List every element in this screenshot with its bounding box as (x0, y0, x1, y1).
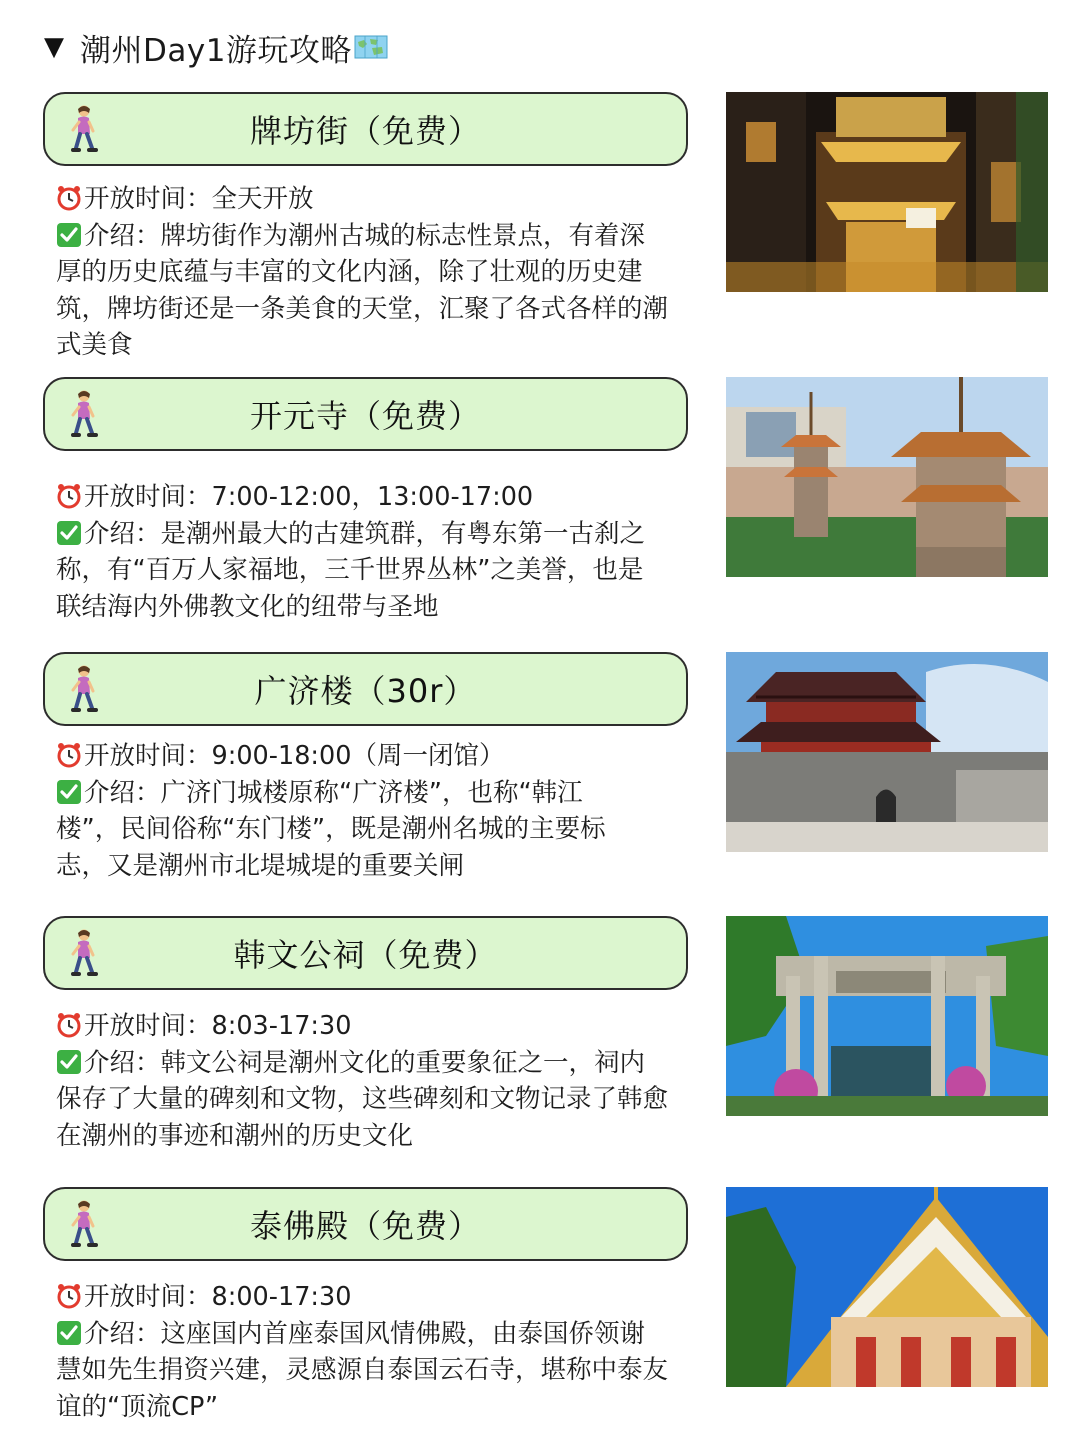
spot-title-pill[interactable] (43, 916, 688, 990)
intro-text-line: 厚的历史底蕴与丰富的文化内涵，除了壮观的历史建 (56, 257, 643, 287)
alarm-clock-icon (56, 483, 82, 509)
intro-text-line: 在潮州的事迹和潮州的历史文化 (56, 1120, 414, 1151)
spot-title-pill[interactable] (43, 92, 688, 166)
person-walking-icon (67, 1199, 101, 1251)
hours-line: 开放时间：8:03-17:30 (56, 1008, 692, 1045)
intro-text-line: 筑，牌坊街还是一条美食的天堂，汇聚了各式各样的潮 (56, 293, 669, 324)
hours-value: 7:00-12:00，13:00-17:00 (211, 482, 534, 512)
person-walking-icon (67, 664, 101, 716)
intro-text-line: 志，又是潮州市北堤城堤的重要关闸 (56, 850, 465, 881)
spot-info (56, 1008, 692, 1154)
intro-text-line: 慧如先生捐资兴建，灵感源自泰国云石寺，堪称中泰友 (56, 1355, 669, 1385)
paifang-street-night-photo (726, 92, 1048, 292)
hours-value: 8:03-17:30 (211, 1011, 352, 1041)
hours-value: 全天开放 (211, 184, 314, 214)
spot-name: 牌坊街（免费） (249, 112, 481, 150)
world-map-icon (354, 34, 388, 60)
spot-title-pill[interactable] (43, 1187, 688, 1261)
collapse-triangle-icon[interactable]: ▼ (44, 32, 64, 62)
check-mark-icon (56, 1049, 82, 1075)
spot-title-pill[interactable] (43, 377, 688, 451)
kaiyuan-temple-pagodas-photo (726, 377, 1048, 577)
hours-line: 开放时间：9:00-18:00（周一闭馆） (56, 738, 692, 775)
intro-line: 介绍：广济门城楼原称“广济楼”，也称“韩江 (56, 775, 692, 812)
page-header (44, 22, 388, 72)
check-mark-icon (56, 520, 82, 546)
hours-line: 开放时间：8:00-17:30 (56, 1279, 692, 1316)
check-mark-icon (56, 1320, 82, 1346)
spot-name: 开元寺（免费） (249, 397, 481, 435)
person-walking-icon (67, 389, 101, 441)
hours-line: 开放时间：全天开放 (56, 181, 692, 218)
spot-title-pill[interactable] (43, 652, 688, 726)
intro-text-line: 保存了大量的碑刻和文物，这些碑刻和文物记录了韩愈 (56, 1084, 669, 1114)
intro-text-line: 谊的“顶流CP” (56, 1391, 219, 1422)
spot-info (56, 181, 692, 364)
check-mark-icon (56, 779, 82, 805)
intro-text-line: 联结海内外佛教文化的纽带与圣地 (56, 591, 439, 622)
intro-line: 介绍：是潮州最大的古建筑群，有粤东第一古刹之 (56, 516, 692, 553)
hours-value: 8:00-17:30 (211, 1282, 352, 1312)
intro-line: 介绍：这座国内首座泰国风情佛殿，由泰国侨领谢 (56, 1316, 692, 1353)
spot-info (56, 738, 692, 884)
check-mark-icon (56, 222, 82, 248)
person-walking-icon (67, 928, 101, 980)
spot-info (56, 479, 692, 625)
spot-info (56, 1279, 692, 1425)
intro-text-line: 称，有“百万人家福地，三千世界丛林”之美誉，也是 (56, 555, 644, 585)
page-title: 潮州Day1游玩攻略 (80, 32, 352, 69)
alarm-clock-icon (56, 1283, 82, 1309)
thai-buddha-hall-photo (726, 1187, 1048, 1387)
alarm-clock-icon (56, 1012, 82, 1038)
hours-line: 开放时间：7:00-12:00，13:00-17:00 (56, 479, 692, 516)
intro-line: 介绍：韩文公祠是潮州文化的重要象征之一，祠内 (56, 1045, 692, 1082)
spot-name: 泰佛殿（免费） (249, 1207, 481, 1245)
hours-value: 9:00-18:00（周一闭馆） (211, 741, 505, 771)
intro-line: 介绍：牌坊街作为潮州古城的标志性景点，有着深 (56, 218, 692, 255)
guangji-tower-photo (726, 652, 1048, 852)
intro-text-line: 楼”，民间俗称“东门楼”，既是潮州名城的主要标 (56, 814, 606, 844)
spot-name: 韩文公祠（免费） (233, 936, 498, 974)
alarm-clock-icon (56, 742, 82, 768)
alarm-clock-icon (56, 185, 82, 211)
person-walking-icon (67, 104, 101, 156)
hanwengong-temple-gate-photo (726, 916, 1048, 1116)
intro-text-line: 式美食 (56, 330, 133, 360)
spot-name: 广济楼（30r） (254, 672, 477, 710)
